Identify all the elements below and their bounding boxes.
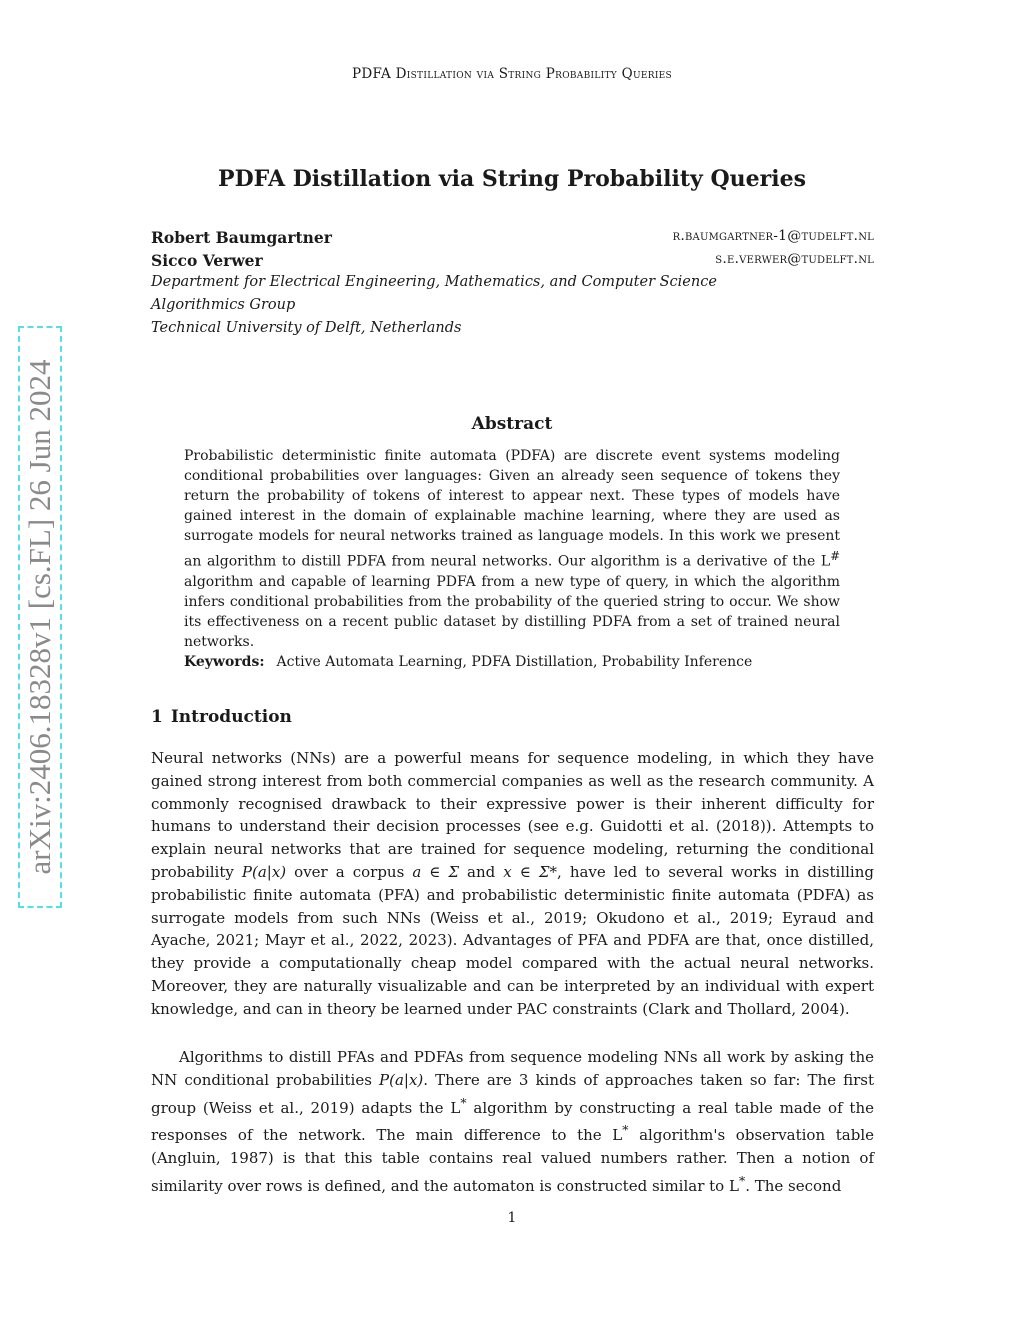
abstract-text: Probabilistic deterministic finite automata (PDFA) are discrete event systems modeling conditional probabilities over languages: Given an already seen sequence of tokens they return the probability of tokens of interest to appear next. These types of models have gained interest in the domain of explainable machine learning, where they are used as surrogate models for neural networks trained as language models. In this work we present an algorithm to distill PDFA from neural networks. Our algorithm is a derivative of the L: [184, 448, 840, 570]
author-row: [151, 251, 874, 273]
paragraph-text: . The second: [745, 1176, 842, 1195]
page-number: 1: [507, 1210, 517, 1226]
intro-paragraph-1: [151, 747, 874, 1021]
l-star-superscript: *: [622, 1122, 629, 1138]
keywords-label: Keywords:: [184, 654, 265, 670]
intro-paragraph-2: [151, 1046, 874, 1198]
math-expression: x ∈ Σ*: [503, 862, 558, 881]
l-star-superscript: *: [460, 1094, 467, 1110]
author-name: Robert Baumgartner: [151, 228, 332, 247]
l-sharp-superscript: #: [830, 549, 840, 563]
abstract-heading: Abstract: [471, 414, 553, 434]
paragraph-text: algorithm by constructing a real table made of the responses of the network. The main difference to the L: [151, 1098, 875, 1145]
paper-title: PDFA Distillation via String Probability Queries: [218, 166, 806, 192]
abstract-body: [184, 446, 840, 652]
paragraph-text: algorithm's observation table (Angluin, 1987) is that this table contains real valued numbers rather. Then a notion of similarity over rows is defined, and the automaton is constructed similar to L: [151, 1126, 874, 1195]
affiliation-university: Technical University of Delft, Netherlands: [151, 320, 462, 336]
math-expression: P(a|x): [241, 862, 287, 881]
math-expression: P(a|x): [379, 1070, 424, 1089]
math-expression: a ∈ Σ: [412, 862, 460, 881]
paragraph-text: Algorithms to distill PFAs and PDFAs from sequence modeling NNs all work by asking the NN conditional probabilities: [151, 1048, 874, 1089]
paragraph-text: Neural networks (NNs) are a powerful means for sequence modeling, in which they have gained strong interest from both commercial companies as well as the research community. A commonly recognised drawback to their expressive power is their inherent difficulty for humans to understand their decision processes (see e.g. Guidotti et al. (2018)). Attempts to explain neural networks that are trained for sequence modeling, returning the conditional probability: [151, 749, 874, 881]
section-number: 1: [151, 707, 163, 727]
paragraph-text: over a corpus: [286, 862, 413, 881]
section-title: Introduction: [170, 707, 292, 727]
affiliation-department: Department for Electrical Engineering, Mathematics, and Computer Science: [151, 274, 717, 290]
paragraph-text: , have led to several works in distilling probabilistic finite automata (PFA) and probabilistic deterministic finite automata (PDFA) as surrogate models from such NNs (Weiss et al., 2019; Okudono et al., 2019; Eyraud and Ayache, 2021; Mayr et al., 2022, 2023). Advantages of PFA and PDFA are that, once distilled, they provide a computationally cheap model compared with the actual neural networks. Moreover, they are naturally visualizable and can be interpreted by an individual with expert knowledge, and can in theory be learned under PAC constraints (Clark and Thollard, 2004).: [151, 862, 874, 1018]
paragraph-text: and: [459, 862, 504, 881]
keywords-text: Active Automata Learning, PDFA Distillation, Probability Inference: [276, 654, 753, 670]
arxiv-identifier: arXiv:2406.18328v1 [cs.FL] 26 Jun 2024: [22, 359, 57, 875]
author-email[interactable]: r.baumgartner-1@tudelft.nl: [672, 228, 874, 244]
l-star-superscript: *: [738, 1172, 746, 1188]
paragraph-text: . There are 3 kinds of approaches taken so far: The first group (Weiss et al., 2019) adapts the L: [151, 1070, 875, 1117]
keywords: [184, 654, 840, 670]
author-name: Sicco Verwer: [151, 251, 263, 270]
section-heading: [151, 707, 292, 727]
abstract-text: algorithm and capable of learning PDFA from a new type of query, in which the algorithm infers conditional probabilities from the probability of the queried string to occur. We show its effectiveness on a recent public dataset by distilling PDFA from a set of trained neural networks.: [184, 573, 840, 650]
affiliation-group: Algorithmics Group: [151, 297, 296, 313]
author-email[interactable]: s.e.verwer@tudelft.nl: [715, 251, 874, 267]
author-row: [151, 228, 874, 250]
running-head: PDFA Distillation via String Probability Queries: [351, 66, 673, 82]
